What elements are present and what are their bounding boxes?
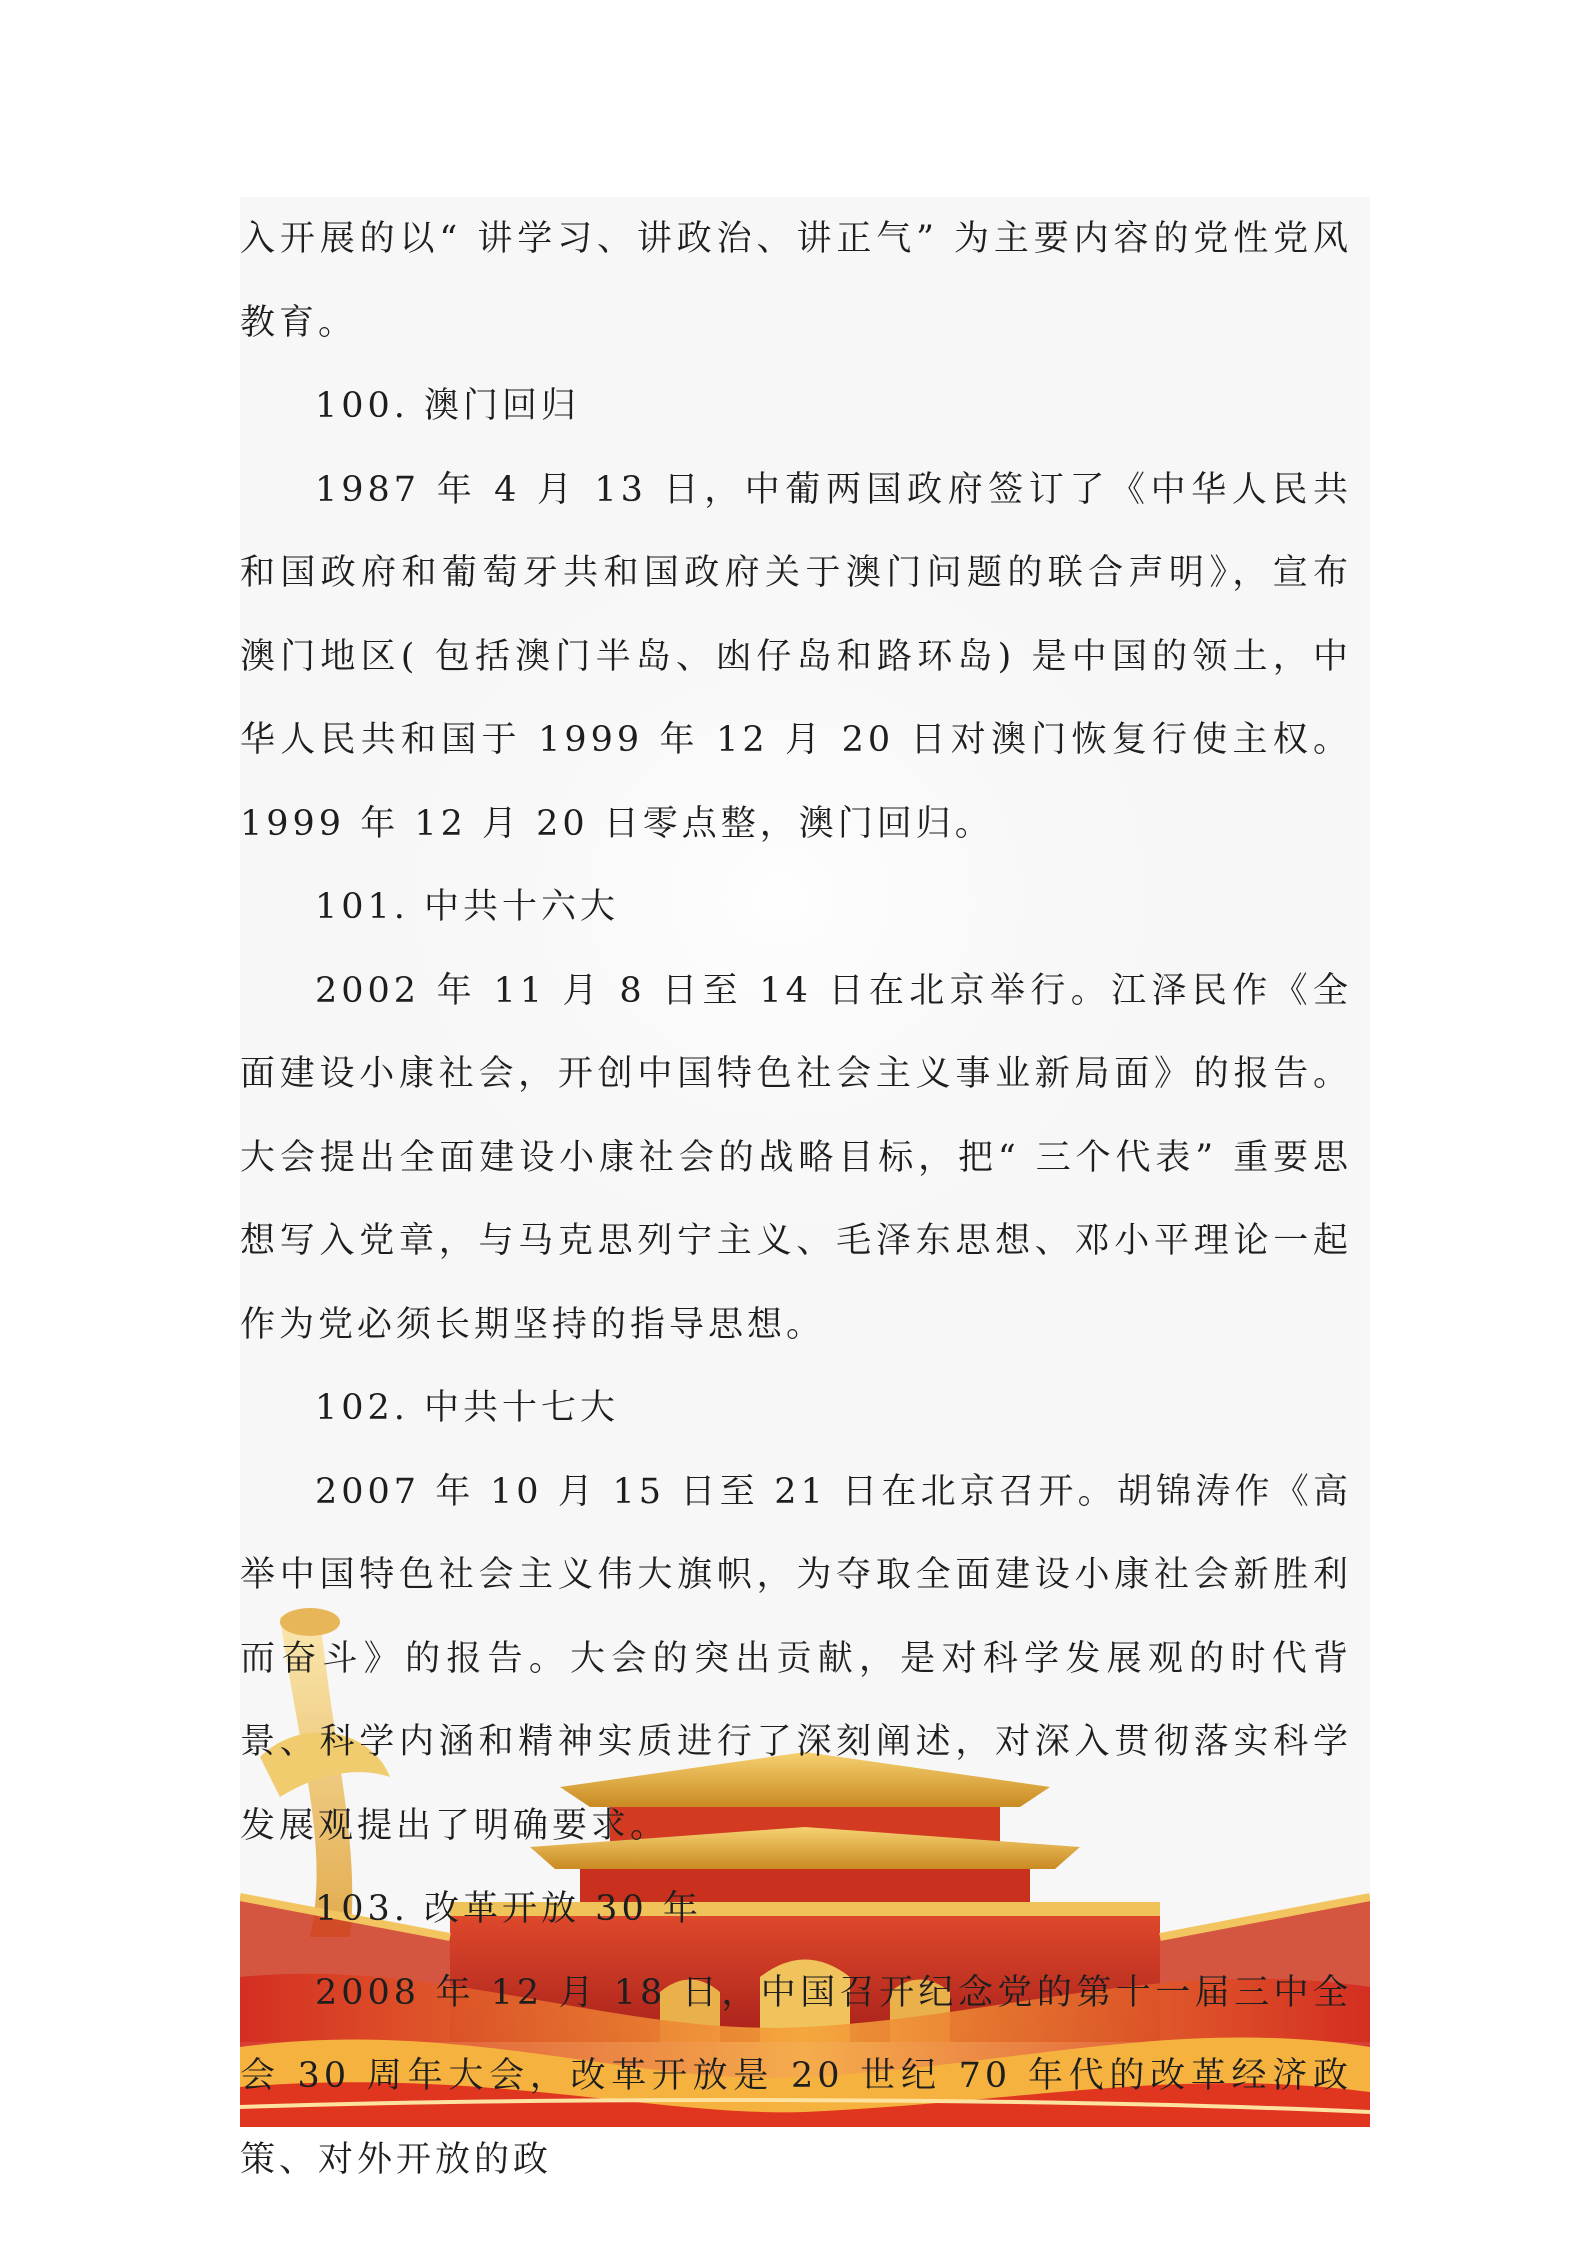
paragraph-102: 2007 年 10 月 15 日至 21 日在北京召开。胡锦涛作《高举中国特色社会主义伟大旗帜，为夺取全面建设小康社会新胜利而奋斗》的报告。大会的突出贡献，是对科学发展观的时代背景、科学内涵和精神实质进行了深刻阐述，对深入贯彻落实科学发展观提出了明确要求。 xyxy=(240,1471,1352,1846)
document-body xyxy=(240,198,1352,2202)
heading-102: 102. 中共十七大 xyxy=(315,1388,620,1428)
intro-paragraph: 入开展的以“ 讲学习、讲政治、讲正气” 为主要内容的党性党风教育。 xyxy=(240,219,1352,343)
heading-100: 100. 澳门回归 xyxy=(315,386,581,426)
heading-103: 103. 改革开放 30 年 xyxy=(315,1889,702,1929)
paragraph-100: 1987 年 4 月 13 日，中葡两国政府签订了《中华人民共和国政府和葡萄牙共和国政府关于澳门问题的联合声明》，宣布澳门地区( 包括澳门半岛、凼仔岛和路环岛) 是中国的领土，中华人民共和国于 1999 年 12 月 20 日对澳门恢复行使主权。1999 年 12 月 20 日零点整，澳门回归。 xyxy=(240,469,1352,844)
paragraph-103: 2008 年 12 月 18 日，中国召开纪念党的第十一届三中全会 30 周年大会，改革开放是 20 世纪 70 年代的改革经济政策、对外开放的政 xyxy=(240,1972,1352,2180)
paragraph-101: 2002 年 11 月 8 日至 14 日在北京举行。江泽民作《全面建设小康社会，开创中国特色社会主义事业新局面》的报告。大会提出全面建设小康社会的战略目标，把“ 三个代表” 重要思想写入党章，与马克思列宁主义、毛泽东思想、邓小平理论一起作为党必须长期坚持的指导思想。 xyxy=(240,970,1352,1345)
heading-101: 101. 中共十六大 xyxy=(315,887,620,927)
